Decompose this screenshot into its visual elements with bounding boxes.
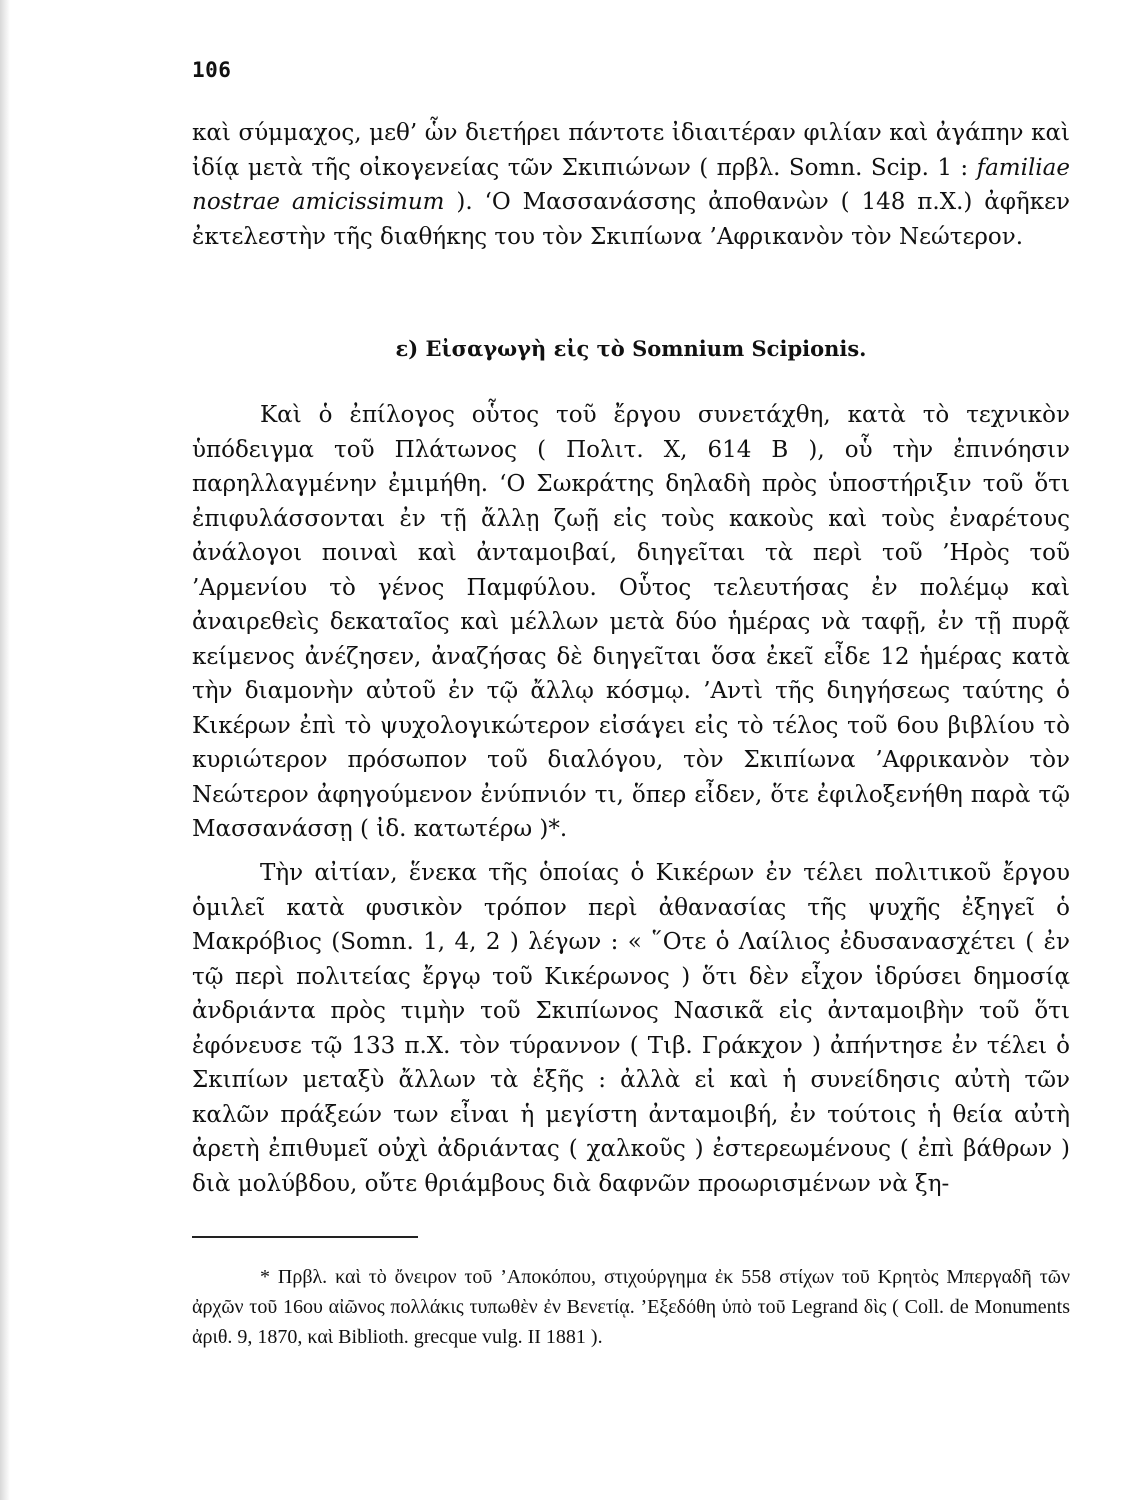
page-number: 106	[192, 58, 232, 82]
page-edge-shadow	[0, 0, 10, 1500]
paragraph-1-text-b: ). ‘Ο Μασσανάσσης ἀποθανὼν ( 148 π.Χ.) ἀφῆκεν ἐκτελεστὴν τῆς διαθήκης του τὸν Σκιπίωνα ’Αφρικανὸν τὸν Νεώτερον.	[192, 189, 1070, 250]
paragraph-1-latin-quote: familiae nostrae amicissimum	[192, 154, 1070, 215]
paragraph-2: Καὶ ὁ ἐπίλογος οὗτος τοῦ ἔργου συνετάχθη, κατὰ τὸ τεχνικὸν ὑπόδειγμα τοῦ Πλάτωνος ( Πολιτ. X, 614 B ), οὗ τὴν ἐπινόησιν παρηλλαγμένην ἐμιμήθη. ‘Ο Σωκράτης δηλαδὴ πρὸς ὑποστήριξιν τοῦ ὅτι ἐπιφυλάσσονται ἐν τῇ ἄλλῃ ζωῇ εἰς τοὺς κακοὺς καὶ τοὺς ἐναρέτους ἀνάλογοι ποιναὶ καὶ ἀνταμοιβαί, διηγεῖται τὰ περὶ τοῦ ’Ηρὸς τοῦ ’Αρμενίου τὸ γένος Παμφύλου. Οὗτος τελευτήσας ἐν πολέμῳ καὶ ἀναιρεθεὶς δεκαταῖος καὶ μέλλων μετὰ δύο ἡμέρας νὰ ταφῇ, ἐν τῇ πυρᾷ κείμενος ἀνέζησεν, ἀναζήσας δὲ διηγεῖται ὅσα ἐκεῖ εἶδε 12 ἡμέρας κατὰ τὴν διαμονὴν αὐτοῦ ἐν τῷ ἄλλῳ κόσμῳ. ’Αντὶ τῆς διηγήσεως ταύτης ὁ Κικέρων ἐπὶ τὸ ψυχολογικώτερον εἰσάγει εἰς τὸ τέλος τοῦ 6ου βιβλίου τὸ κυριώτερον πρόσωπον τοῦ διαλόγου, τὸν Σκιπίωνα ’Αφρικανὸν τὸν Νεώτερον ἀφηγούμενον ἐνύπνιόν τι, ὅπερ εἶδεν, ὅτε ἐφιλοξενήθη παρὰ τῷ Μασσανάσσῃ ( ἰδ. κατωτέρω )*.	[192, 402, 1070, 842]
paragraph-3: Τὴν αἰτίαν, ἕνεκα τῆς ὁποίας ὁ Κικέρων ἐν τέλει πολιτικοῦ ἔργου ὁμιλεῖ κατὰ φυσικὸν τρόπον περὶ ἀθανασίας τῆς ψυχῆς ἐξηγεῖ ὁ Μακρόβιος (Somn. 1, 4, 2 ) λέγων : « ῞Οτε ὁ Λαίλιος ἐδυσανασχέτει ( ἐν τῷ περὶ πολιτείας ἔργῳ τοῦ Κικέρωνος ) ὅτι δὲν εἶχον ἱδρύσει δημοσίᾳ ἀνδριάντα πρὸς τιμὴν τοῦ Σκιπίωνος Νασικᾶ εἰς ἀνταμοιβὴν τοῦ ὅτι ἐφόνευσε τῷ 133 π.Χ. τὸν τύραννον ( Τιβ. Γράκχον ) ἀπήντησε ἐν τέλει ὁ Σκιπίων μεταξὺ ἄλλων τὰ ἑξῆς : ἀλλὰ εἰ καὶ ἡ συνείδησις αὐτὴ τῶν καλῶν πράξεών των εἶναι ἡ μεγίστη ἀνταμοιβή, ἐν τούτοις ἡ θεία αὐτὴ ἀρετὴ ἐπιθυμεῖ οὐχὶ ἀδριάντας ( χαλκοῦς ) ἐστερεωμένους ( ἐπὶ βάθρων ) διὰ μολύβδου, οὔτε θριάμβους διὰ δαφνῶν προωρισμένων νὰ ξη-	[192, 860, 1070, 1197]
footnote: * Πρβλ. καὶ τὸ ὄνειρον τοῦ ’Αποκόπου, στιχούργημα ἐκ 558 στίχων τοῦ Κρητὸς Μπεργαδῆ τῶν ἀρχῶν τοῦ 16ου αἰῶνος πολλάκις τυπωθὲν ἐν Βενετίᾳ. ’Εξεδόθη ὑπὸ τοῦ Legrand δὶς ( Coll. de Monuments ἀριθ. 9, 1870, καὶ Biblioth. grecque vulg. II 1881 ).	[192, 1266, 1070, 1348]
footnote-divider	[192, 1236, 418, 1238]
paragraph-1-text-a: καὶ σύμμαχος, μεθ’ ὧν διετήρει πάντοτε ἰδιαιτέραν φιλίαν καὶ ἀγάπην καὶ ἰδίᾳ μετὰ τῆς οἰκογενείας τῶν Σκιπιώνων ( πρβλ. Somn. Scip. 1 :	[192, 120, 1070, 181]
paragraph-1	[192, 116, 1070, 254]
section-heading: ε) Εἰσαγωγὴ εἰς τὸ Somnium Scipionis.	[395, 336, 867, 361]
